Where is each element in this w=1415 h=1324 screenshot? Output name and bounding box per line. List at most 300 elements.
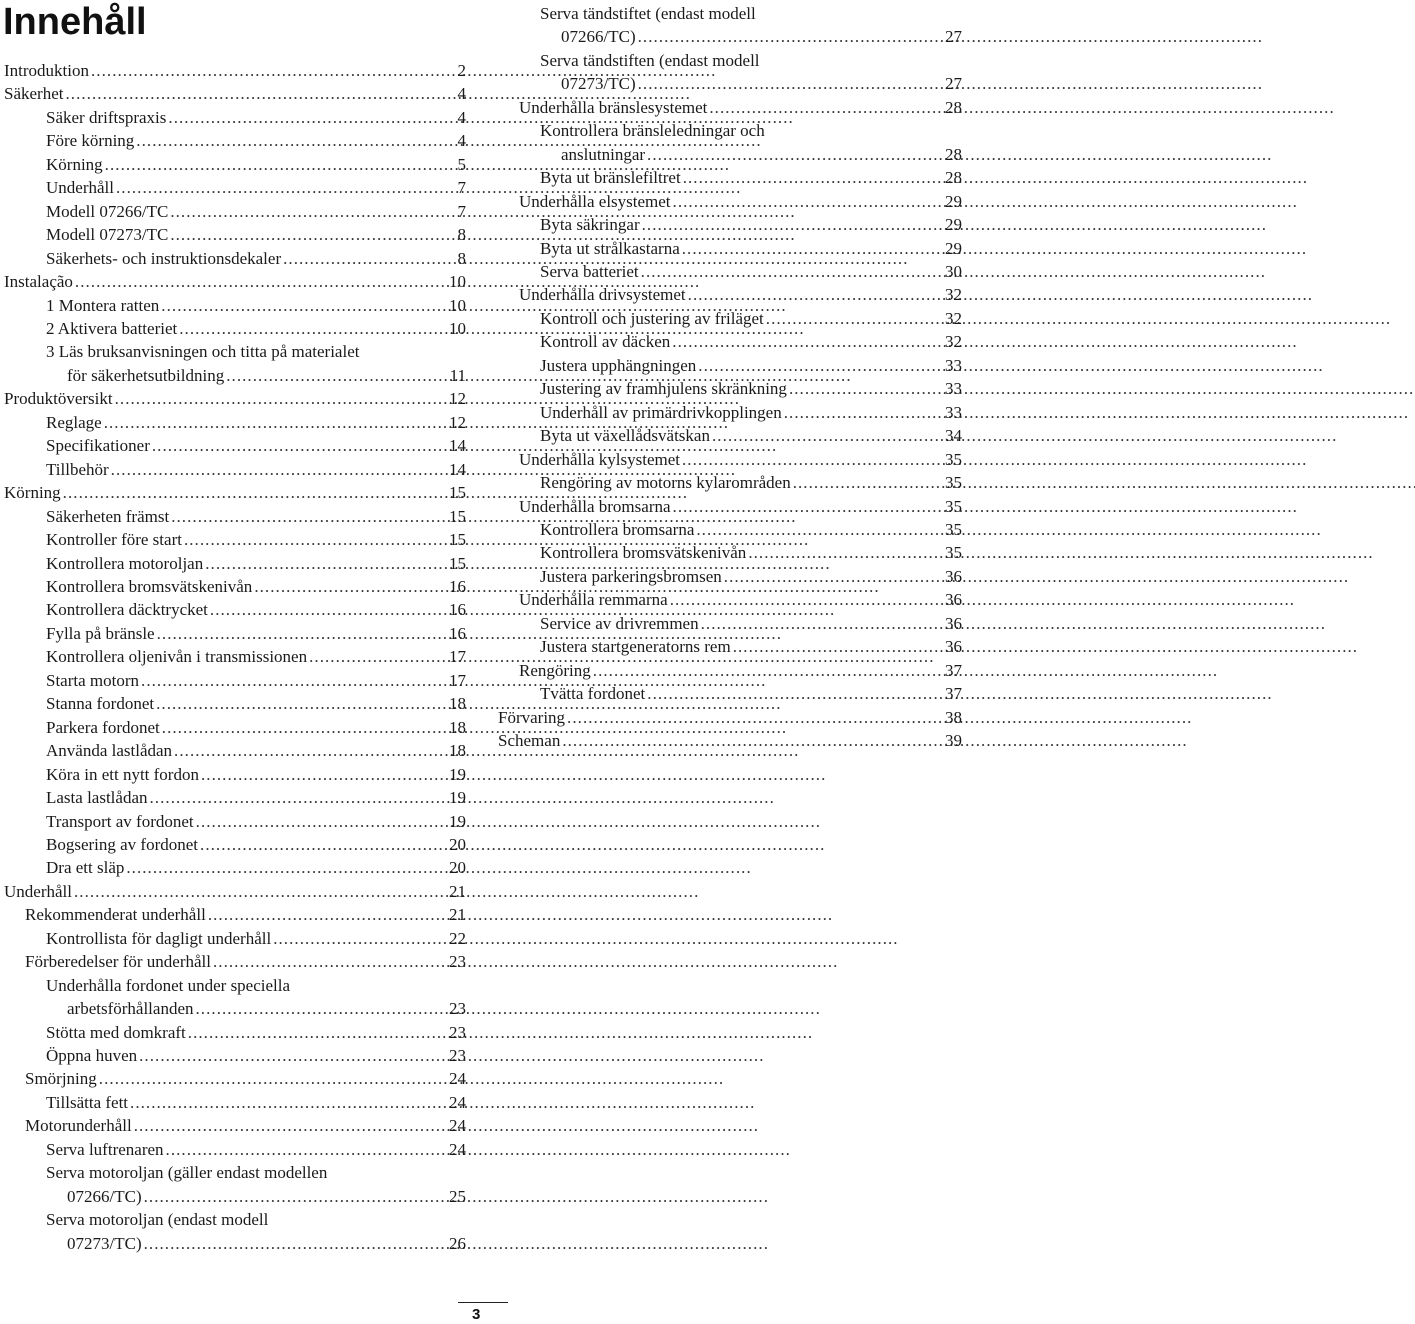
dot-leader [144,1185,447,1208]
toc-entry-page: 7 [457,178,466,198]
dot-leader [309,645,447,668]
dot-leader [139,1044,447,1067]
toc-entry[interactable] [498,260,962,283]
toc-entry-label-continued: anslutningar [561,144,646,164]
toc-entry[interactable] [498,307,962,330]
toc-entry[interactable] [498,729,962,752]
toc-entry-page: 4 [457,131,466,151]
toc-entry-label: Rengöring [519,660,591,680]
toc-entry-page: 15 [449,483,466,503]
dot-leader [179,317,447,340]
dot-leader [130,1091,447,1114]
toc-entry-page: 19 [449,764,466,784]
toc-entry[interactable] [498,471,962,494]
toc-entry[interactable] [4,810,466,833]
toc-entry[interactable] [498,330,962,353]
toc-entry-page: 8 [457,225,466,245]
toc-entry-label: Kontrollista för dagligt underhåll [46,928,272,948]
toc-entry[interactable] [498,401,962,424]
toc-entry[interactable] [498,659,962,682]
dot-leader [670,588,943,611]
dot-leader [213,950,447,973]
dot-leader [74,880,447,903]
dot-leader [166,1138,447,1161]
toc-entry-page: 30 [945,261,962,281]
toc-entry[interactable] [4,59,466,82]
toc-entry-label: Serva motoroljan (endast modell [46,1210,269,1230]
toc-entry-label: Säkerhet [4,84,64,104]
toc-entry-label: Stötta med domkraft [46,1022,186,1042]
dot-leader [567,706,943,729]
toc-entry-page: 16 [449,576,466,596]
toc-entry-label: Bogsering av fordonet [46,834,199,854]
toc-entry-label: Motorunderhåll [25,1116,132,1136]
toc-entry-page: 35 [945,473,962,493]
toc-entry-page: 23 [449,952,466,972]
dot-leader [161,294,447,317]
toc-entry[interactable] [498,635,962,658]
toc-entry-label: Serva tändstiftet (endast modell [540,4,756,23]
toc-entry-label: Underhålla fordonet under speciella [46,975,291,995]
dot-leader [136,129,455,152]
dot-leader [196,997,448,1020]
dot-leader [701,612,943,635]
dot-leader [201,763,447,786]
toc-entry-label: Serva motoroljan (gäller endast modellen [46,1163,328,1183]
toc-entry-page: 4 [457,107,466,127]
toc-entry-label: Tillsätta fett [46,1092,129,1112]
toc-entry-page: 28 [945,144,962,164]
dot-leader [196,810,447,833]
dot-leader [593,659,943,682]
dot-leader [104,411,447,434]
toc-entry-label: Kontrollera bromsarna [540,519,695,539]
toc-entry[interactable] [498,2,962,25]
toc-entry[interactable] [4,1021,466,1044]
dot-leader [65,82,455,105]
toc-entry-label: Förvaring [498,707,566,727]
dot-leader [789,377,943,400]
toc-entry-page: 27 [945,74,962,94]
toc-entry[interactable] [498,495,962,518]
dot-leader [793,471,943,494]
toc-entry-page: 25 [449,1186,466,1206]
toc-entry-page: 28 [945,97,962,117]
toc-entry[interactable] [4,598,466,621]
toc-entry-page: 24 [449,1116,466,1136]
toc-entry-label: Kontrollera motoroljan [46,553,204,573]
toc-entry-label: Körning [46,154,103,174]
toc-entry[interactable] [4,903,466,926]
toc-entry[interactable] [498,190,962,213]
toc-entry-page: 38 [945,707,962,727]
toc-entry-page: 20 [449,834,466,854]
toc-entry[interactable] [4,340,466,363]
toc-entry[interactable] [498,448,962,471]
toc-entry-page: 20 [449,858,466,878]
toc-entry[interactable] [498,682,962,705]
toc-entry-page: 11 [449,365,466,385]
toc-entry[interactable] [4,1091,466,1114]
toc-entry-label: Kontroll av däcken [540,332,671,352]
toc-entry[interactable] [4,247,466,270]
toc-entry-page: 26 [449,1233,466,1253]
toc-entry[interactable] [4,856,466,879]
toc-entry[interactable] [498,377,962,400]
toc-entry-label: Säkerheten främst [46,506,170,526]
toc-entry-continuation[interactable] [498,72,962,95]
dot-leader [273,927,447,950]
toc-entry-label: Stanna fordonet [46,694,155,714]
toc-entry[interactable] [4,1114,466,1137]
toc-entry-label: Kontrollera bränsleledningar och [540,121,765,141]
dot-leader [205,552,447,575]
toc-entry-page: 18 [449,694,466,714]
toc-entry-label: Justera startgeneratorns rem [540,637,731,657]
page-number: 3 [472,1306,481,1323]
toc-entry-page: 33 [945,379,962,399]
dot-leader [682,448,943,471]
dot-leader [174,739,447,762]
toc-entry-label: Kontrollera bromsvätskenivån [540,543,747,563]
toc-entry-page: 14 [449,459,466,479]
toc-entry-label: Justering av framhjulens skränkning [540,379,787,399]
toc-entry-label: Underhålla kylsystemet [519,449,680,469]
toc-entry[interactable] [498,237,962,260]
dot-leader [638,72,943,95]
toc-entry-label: Transport av fordonet [46,811,194,831]
toc-entry[interactable] [4,622,466,645]
toc-entry-page: 10 [449,295,466,315]
toc-entry-label-continued: 07266/TC) [561,27,636,47]
toc-entry-label: 3 Läs bruksanvisningen och titta på materialet [46,342,360,362]
toc-entry-label: Scheman [498,731,561,751]
dot-leader [115,387,447,410]
toc-entry-label: Kontroll och justering av friläget [540,308,764,328]
toc-entry[interactable] [4,481,466,504]
toc-entry[interactable] [4,294,466,317]
toc-entry-label-continued: 07266/TC) [67,1186,142,1206]
toc-entry-label: Underhålla remmarna [519,590,668,610]
toc-entry[interactable] [4,129,466,152]
toc-entry-label: Underhålla elsystemet [519,191,671,211]
toc-entry-label: Underhålla bränslesystemet [519,97,708,117]
dot-leader [99,1067,447,1090]
toc-entry[interactable] [498,706,962,729]
toc-entry-page: 37 [945,684,962,704]
toc-entry-label: Underhåll av primärdrivkopplingen [540,402,782,422]
toc-entry[interactable] [4,974,466,997]
toc-entry-label: Öppna huven [46,1046,138,1066]
toc-entry-page: 23 [449,999,466,1019]
dot-leader [141,669,447,692]
toc-entry-label: Fylla på bränsle [46,623,155,643]
dot-leader [91,59,456,82]
dot-leader [75,270,447,293]
toc-entry[interactable] [4,411,466,434]
toc-entry-continuation[interactable] [498,143,962,166]
toc-entry-label: Före körning [46,131,135,151]
toc-entry-label: Modell 07273/TC [46,225,169,245]
toc-entry[interactable] [4,950,466,973]
toc-entry-label: Reglage [46,412,102,432]
toc-entry[interactable] [4,82,466,105]
dot-leader [641,260,943,283]
toc-entry-continuation[interactable] [4,1185,466,1208]
toc-entry[interactable] [4,1161,466,1184]
toc-entry[interactable] [4,692,466,715]
toc-entry-label: Kontrollera oljenivån i transmissionen [46,647,308,667]
toc-entry[interactable] [498,119,962,142]
toc-entry-page: 35 [945,519,962,539]
toc-entry[interactable] [498,213,962,236]
toc-entry-label: Byta ut växellådsvätskan [540,426,710,446]
toc-entry[interactable] [4,176,466,199]
toc-entry[interactable] [4,833,466,856]
toc-entry-label: Underhålla drivsystemet [519,285,686,305]
toc-entry-page: 16 [449,600,466,620]
toc-entry-page: 33 [945,402,962,422]
toc-entry-label: Instalação [4,272,73,292]
toc-left-column [4,59,466,1255]
toc-entry-page: 15 [449,530,466,550]
dot-leader [784,401,943,424]
toc-entry[interactable] [498,354,962,377]
toc-entry[interactable] [4,153,466,176]
dot-leader [188,1021,447,1044]
toc-entry[interactable] [4,434,466,457]
toc-entry[interactable] [498,424,962,447]
toc-entry-page: 5 [457,154,466,174]
toc-entry-page: 34 [945,426,962,446]
dot-leader [116,176,456,199]
dot-leader [63,481,447,504]
dot-leader [170,200,455,223]
toc-entry[interactable] [4,645,466,668]
toc-entry-label: Serva tändstiften (endast modell [540,50,760,70]
toc-entry-label: Använda lastlådan [46,741,173,761]
toc-entry-continuation[interactable] [498,25,962,48]
toc-entry[interactable] [4,716,466,739]
toc-entry[interactable] [498,565,962,588]
toc-entry-page: 7 [457,201,466,221]
toc-entry-label: Körning [4,483,61,503]
toc-entry[interactable] [4,505,466,528]
toc-entry[interactable] [4,1138,466,1161]
toc-entry-label: Introduktion [4,61,89,80]
dot-leader [210,598,447,621]
toc-entry-page: 10 [449,272,466,292]
dot-leader [709,96,943,119]
toc-entry-label: Serva batteriet [540,261,639,281]
toc-entry[interactable] [4,458,466,481]
dot-leader [672,330,943,353]
toc-entry[interactable] [498,541,962,564]
toc-entry-label: Starta motorn [46,670,140,690]
dot-leader [208,903,447,926]
toc-entry-page: 27 [945,27,962,47]
toc-entry-page: 12 [449,389,466,409]
toc-entry-label: Modell 07266/TC [46,201,169,221]
toc-entry-label: Rengöring av motorns kylarområden [540,473,791,493]
dot-leader [688,283,943,306]
toc-entry-page: 39 [945,731,962,751]
toc-entry-page: 23 [449,1022,466,1042]
toc-entry-page: 12 [449,412,466,432]
toc-entry-page: 17 [449,670,466,690]
toc-entry-label: Produktöversikt [4,389,113,409]
dot-leader [254,575,447,598]
toc-entry-label: Service av drivremmen [540,613,699,633]
toc-entry[interactable] [4,763,466,786]
dot-leader [683,166,943,189]
toc-entry[interactable] [498,518,962,541]
dot-leader [105,153,456,176]
toc-entry[interactable] [4,880,466,903]
dot-leader [111,458,447,481]
toc-entry[interactable] [4,106,466,129]
toc-entry[interactable] [4,200,466,223]
toc-entry-continuation[interactable] [4,364,466,387]
dot-leader [766,307,943,330]
dot-leader [724,565,943,588]
toc-entry-page: 17 [449,647,466,667]
toc-entry-page: 35 [945,449,962,469]
toc-entry-label-continued: arbetsförhållanden [67,999,194,1019]
toc-entry[interactable] [4,739,466,762]
toc-entry-label: Tvätta fordonet [540,684,646,704]
dot-leader [134,1114,447,1137]
toc-entry[interactable] [4,1044,466,1067]
toc-entry-page: 24 [449,1069,466,1089]
toc-entry[interactable] [4,1067,466,1090]
dot-leader [647,682,943,705]
toc-entry-label: Rekommenderat underhåll [25,905,206,925]
toc-entry-label-continued: 07273/TC) [67,1233,142,1253]
toc-entry-page: 8 [457,248,466,268]
toc-entry[interactable] [498,166,962,189]
toc-entry-label: Kontrollera däcktrycket [46,600,208,620]
toc-entry-page: 19 [449,788,466,808]
toc-entry-page: 14 [449,436,466,456]
toc-entry[interactable] [4,927,466,950]
toc-entry-label: Säker driftspraxis [46,107,167,127]
dot-leader [673,495,943,518]
toc-entry[interactable] [498,96,962,119]
toc-entry-label: Byta ut bränslefiltret [540,168,681,188]
toc-entry-page: 21 [449,905,466,925]
toc-entry-page: 23 [449,1046,466,1066]
toc-entry-label: Serva luftrenaren [46,1139,164,1159]
dot-leader [200,833,447,856]
toc-entry-page: 37 [945,660,962,680]
toc-entry-page: 33 [945,355,962,375]
toc-entry-label: Underhåll [46,178,114,198]
toc-entry-label: Kontrollera bromsvätskenivån [46,576,253,596]
dot-leader [170,223,455,246]
toc-entry[interactable] [4,223,466,246]
dot-leader [673,190,943,213]
dot-leader [642,213,943,236]
toc-entry-label: Lasta lastlådan [46,788,148,808]
toc-entry-page: 32 [945,332,962,352]
toc-entry-label: 1 Montera ratten [46,295,160,315]
toc-entry-label-continued: 07273/TC) [561,74,636,94]
toc-entry[interactable] [498,283,962,306]
toc-entry[interactable] [4,270,466,293]
toc-entry-label: Byta säkringar [540,215,640,235]
toc-entry[interactable] [4,387,466,410]
toc-entry-label: Förberedelser för underhåll [25,952,211,972]
toc-entry[interactable] [498,49,962,72]
dot-leader [156,692,447,715]
toc-entry-label: Underhåll [4,881,72,901]
toc-entry-page: 29 [945,191,962,211]
dot-leader [226,364,447,387]
dot-leader [698,354,943,377]
dot-leader [168,106,455,129]
toc-entry-page: 28 [945,168,962,188]
toc-entry-page: 29 [945,215,962,235]
toc-entry-label: Smörjning [25,1069,97,1089]
dot-leader [562,729,943,752]
toc-entry-page: 36 [945,590,962,610]
toc-entry-label: Specifikationer [46,436,150,456]
toc-entry-label: Underhålla bromsarna [519,496,671,516]
toc-entry-label: Parkera fordonet [46,717,160,737]
toc-entry-label: Köra in ett nytt fordon [46,764,199,784]
toc-entry-page: 18 [449,741,466,761]
toc-entry-label: Byta ut strålkastarna [540,238,680,258]
toc-entry-label: Tillbehör [46,459,109,479]
dot-leader [144,1232,447,1255]
dot-leader [162,716,447,739]
toc-entry-continuation[interactable] [4,997,466,1020]
toc-entry[interactable] [4,575,466,598]
toc-entry[interactable] [4,528,466,551]
toc-entry-page: 16 [449,623,466,643]
dot-leader [184,528,447,551]
toc-entry-continuation[interactable] [4,1232,466,1255]
dot-leader [152,434,447,457]
toc-entry[interactable] [498,612,962,635]
dot-leader [157,622,447,645]
toc-entry-page: 18 [449,717,466,737]
toc-entry-page: 15 [449,506,466,526]
toc-entry-label: 2 Aktivera batteriet [46,318,178,338]
toc-entry-page: 32 [945,285,962,305]
toc-entry[interactable] [4,669,466,692]
toc-right-column [498,2,962,753]
toc-entry-page: 2 [457,61,466,80]
dot-leader [171,505,447,528]
toc-entry[interactable] [4,552,466,575]
toc-entry-page: 21 [449,881,466,901]
toc-entry-page: 36 [945,613,962,633]
toc-entry[interactable] [4,317,466,340]
toc-entry-page: 24 [449,1092,466,1112]
toc-entry-page: 36 [945,637,962,657]
dot-leader [748,541,943,564]
dot-leader [638,25,943,48]
toc-entry-label-continued: för säkerhetsutbildning [67,365,225,385]
toc-entry[interactable] [498,588,962,611]
toc-entry[interactable] [4,1208,466,1231]
dot-leader [150,786,448,809]
toc-entry-page: 15 [449,553,466,573]
toc-entry[interactable] [4,786,466,809]
toc-entry-label: Dra ett släp [46,858,125,878]
